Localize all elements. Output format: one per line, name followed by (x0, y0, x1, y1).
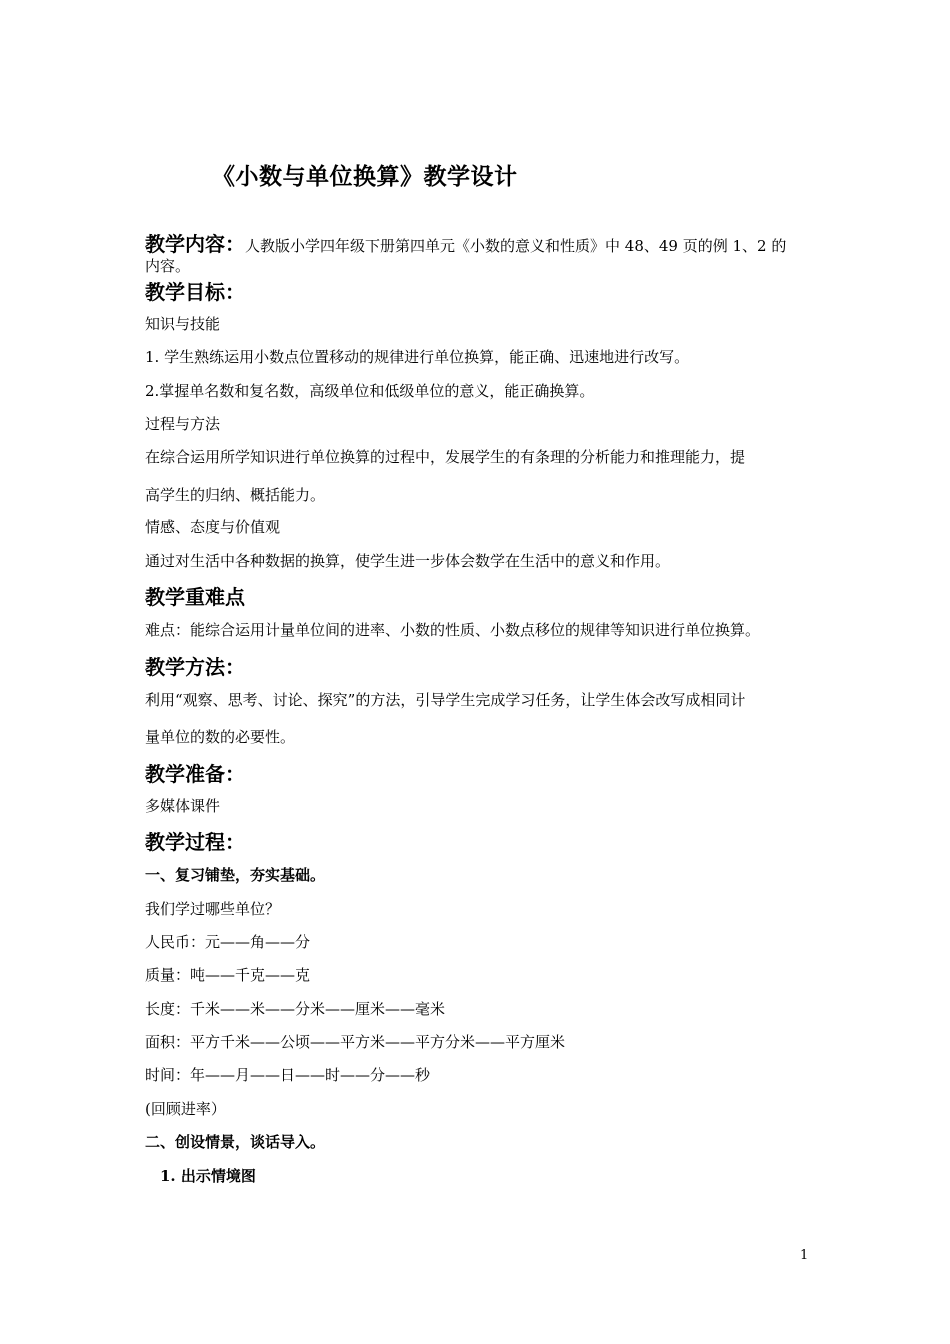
teaching-content-line (145, 228, 786, 257)
goal-values-text: 通过对生活中各种数据的换算，使学生进一步体会数学在生活中的意义和作用。 (145, 552, 671, 570)
process-heading: 教学过程： (145, 830, 245, 854)
difficulty-text: 难点：能综合运用计量单位间的进率、小数的性质、小数点移位的规律等知识进行单位换算。 (145, 621, 761, 639)
review-note: (回顾进率） (145, 1100, 226, 1118)
unit-line-length: 长度：千米——米——分米——厘米——毫米 (145, 1000, 446, 1018)
goal-subheading-knowledge: 知识与技能 (145, 315, 221, 333)
process-question: 我们学过哪些单位？ (145, 900, 281, 918)
process-step-2: 二、创设情景，谈话导入。 (145, 1133, 326, 1151)
page-number: 1 (800, 1248, 809, 1263)
difficulty-heading: 教学重难点 (145, 585, 245, 609)
goal-process-text-1: 在综合运用所学知识进行单位换算的过程中，发展学生的有条理的分析能力和推理能力，提 (145, 448, 746, 466)
method-text-1: 利用“观察、思考、讨论、探究”的方法，引导学生完成学习任务，让学生体会改写成相同计 (145, 691, 746, 709)
process-step-2-item-1: 1. 出示情境图 (160, 1167, 256, 1185)
teaching-content-heading: 教学内容： (145, 232, 245, 256)
goal-subheading-process: 过程与方法 (145, 415, 221, 433)
document-title: 《小数与单位换算》教学设计 (212, 163, 518, 190)
unit-line-mass: 质量：吨——千克——克 (145, 966, 311, 984)
goal-process-text-2: 高学生的归纳、概括能力。 (145, 486, 326, 504)
goal-subheading-values: 情感、态度与价值观 (145, 518, 281, 536)
prep-heading: 教学准备： (145, 762, 245, 786)
unit-line-area: 面积：平方千米——公顷——平方米——平方分米——平方厘米 (145, 1033, 566, 1051)
prep-text: 多媒体课件 (145, 797, 221, 815)
goal-item-2: 2.掌握单名数和复名数，高级单位和低级单位的意义，能正确换算。 (145, 382, 595, 400)
teaching-content-text: 人教版小学四年级下册第四单元《小数的意义和性质》中 48、49 页的例 1、2 的 (245, 237, 787, 255)
unit-line-time: 时间：年——月——日——时——分——秒 (145, 1066, 431, 1084)
teaching-content-text-cont: 内容。 (145, 257, 191, 275)
method-text-2: 量单位的数的必要性。 (145, 728, 296, 746)
goal-item-1: 1. 学生熟练运用小数点位置移动的规律进行单位换算，能正确、迅速地进行改写。 (145, 348, 690, 366)
unit-line-money: 人民币：元——角——分 (145, 933, 311, 951)
method-heading: 教学方法： (145, 655, 245, 679)
teaching-goals-heading: 教学目标： (145, 280, 245, 304)
process-step-1: 一、复习铺垫，夯实基础。 (145, 866, 326, 884)
